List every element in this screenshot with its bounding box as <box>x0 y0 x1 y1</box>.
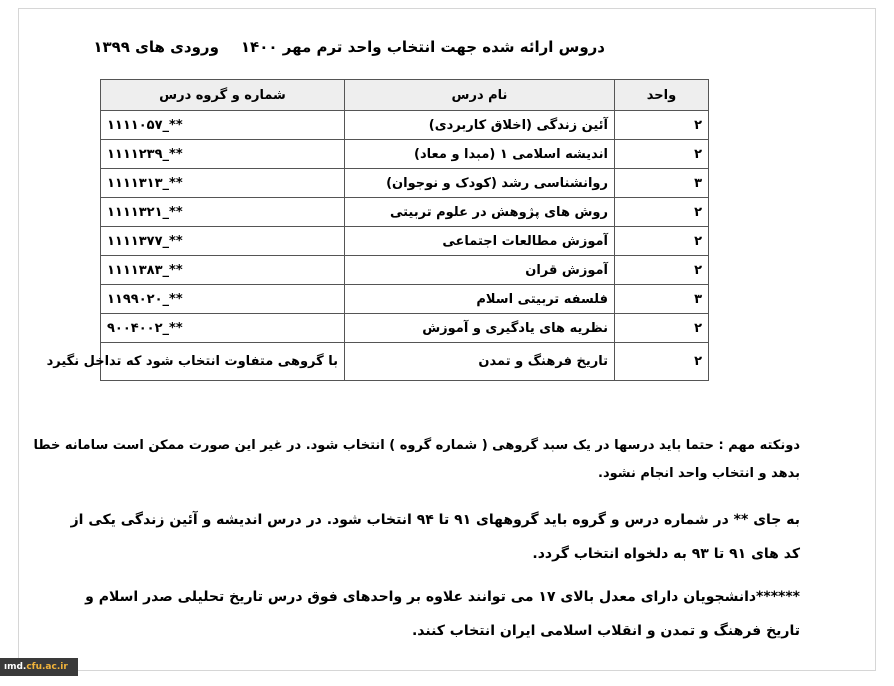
row-note: با گروهی متفاوت انتخاب شود که تداخل نگیرد <box>101 343 345 381</box>
note-line: بدهد و انتخاب واحد انجام نشود. <box>598 466 800 481</box>
row-name: نظریه های یادگیری و آموزش <box>345 314 615 343</box>
row-name: آئین زندگی (اخلاق کاربردی) <box>345 111 615 140</box>
row-unit: ۲ <box>615 140 709 169</box>
note-line: ******دانشجویان دارای معدل بالای ۱۷ می توانند علاوه بر واحدهای فوق درس تاریخ تحلیلی صدر اسلام و <box>85 589 800 605</box>
row-code: ۱۱۱۱۳۸۳_** <box>101 256 345 285</box>
table-row <box>101 111 709 140</box>
row-unit: ۲ <box>615 314 709 343</box>
row-code: ۱۱۹۹۰۲۰_** <box>101 285 345 314</box>
row-unit: ۳ <box>615 169 709 198</box>
note-line: دونکته مهم : حتما باید درسها در یک سبد گروهی ( شماره گروه ) انتخاب شود. در غیر این صورت ممکن است سامانه خطا <box>33 438 800 453</box>
title-part-1: دروس ارائه شده جهت انتخاب واحد ترم مهر ۱۴۰۰ <box>240 38 605 56</box>
row-code: ۱۱۱۱۲۳۹_** <box>101 140 345 169</box>
page-title <box>93 38 605 56</box>
table-row <box>101 256 709 285</box>
table-row <box>101 314 709 343</box>
logo-prefix: ımd. <box>4 662 27 672</box>
row-name: آموزش مطالعات اجتماعی <box>345 227 615 256</box>
note-paragraph-3 <box>60 580 800 648</box>
table-row <box>101 285 709 314</box>
note-line: کد های ۹۱ تا ۹۳ به دلخواه انتخاب گردد. <box>532 546 800 562</box>
table-row <box>101 140 709 169</box>
row-name: فلسفه تربیتی اسلام <box>345 285 615 314</box>
table-row <box>101 169 709 198</box>
title-part-2: ورودی های ۱۳۹۹ <box>93 38 219 56</box>
row-unit: ۲ <box>615 256 709 285</box>
row-name: روانشناسی رشد (کودک و نوجوان) <box>345 169 615 198</box>
table-header-row <box>101 80 709 111</box>
row-name: اندیشه اسلامی ۱ (مبدا و معاد) <box>345 140 615 169</box>
row-code: ۱۱۱۱۳۷۷_** <box>101 227 345 256</box>
header-code: شماره و گروه درس <box>101 80 345 111</box>
row-name: آموزش قران <box>345 256 615 285</box>
note-paragraph-1 <box>33 432 800 488</box>
table-row <box>101 227 709 256</box>
row-code: ۱۱۱۱۳۱۳_** <box>101 169 345 198</box>
table-row-last <box>101 343 709 381</box>
row-name: روش های پژوهش در علوم تربیتی <box>345 198 615 227</box>
header-unit: واحد <box>615 80 709 111</box>
logo-domain: cfu.ac.ir <box>26 662 68 672</box>
courses-table <box>46 79 709 381</box>
note-line: تاریخ فرهنگ و تمدن و انقلاب اسلامی ایران انتخاب کنند. <box>411 623 800 639</box>
row-code: ۱۱۱۱۰۵۷_** <box>101 111 345 140</box>
note-line: به جای ** در شماره درس و گروه باید گروههای ۹۱ تا ۹۴ انتخاب شود. در درس اندیشه و آئین زندگی یکی از <box>70 512 800 528</box>
row-code: ۹۰۰۴۰۰۲_** <box>101 314 345 343</box>
row-unit: ۳ <box>615 285 709 314</box>
row-unit: ۲ <box>615 343 709 381</box>
table-row <box>101 198 709 227</box>
row-name: تاریخ فرهنگ و تمدن <box>345 343 615 381</box>
site-logo <box>0 658 78 676</box>
header-name: نام درس <box>345 80 615 111</box>
row-code: ۱۱۱۱۳۲۱_** <box>101 198 345 227</box>
note-paragraph-2 <box>60 503 800 571</box>
row-unit: ۲ <box>615 111 709 140</box>
row-unit: ۲ <box>615 198 709 227</box>
row-unit: ۲ <box>615 227 709 256</box>
